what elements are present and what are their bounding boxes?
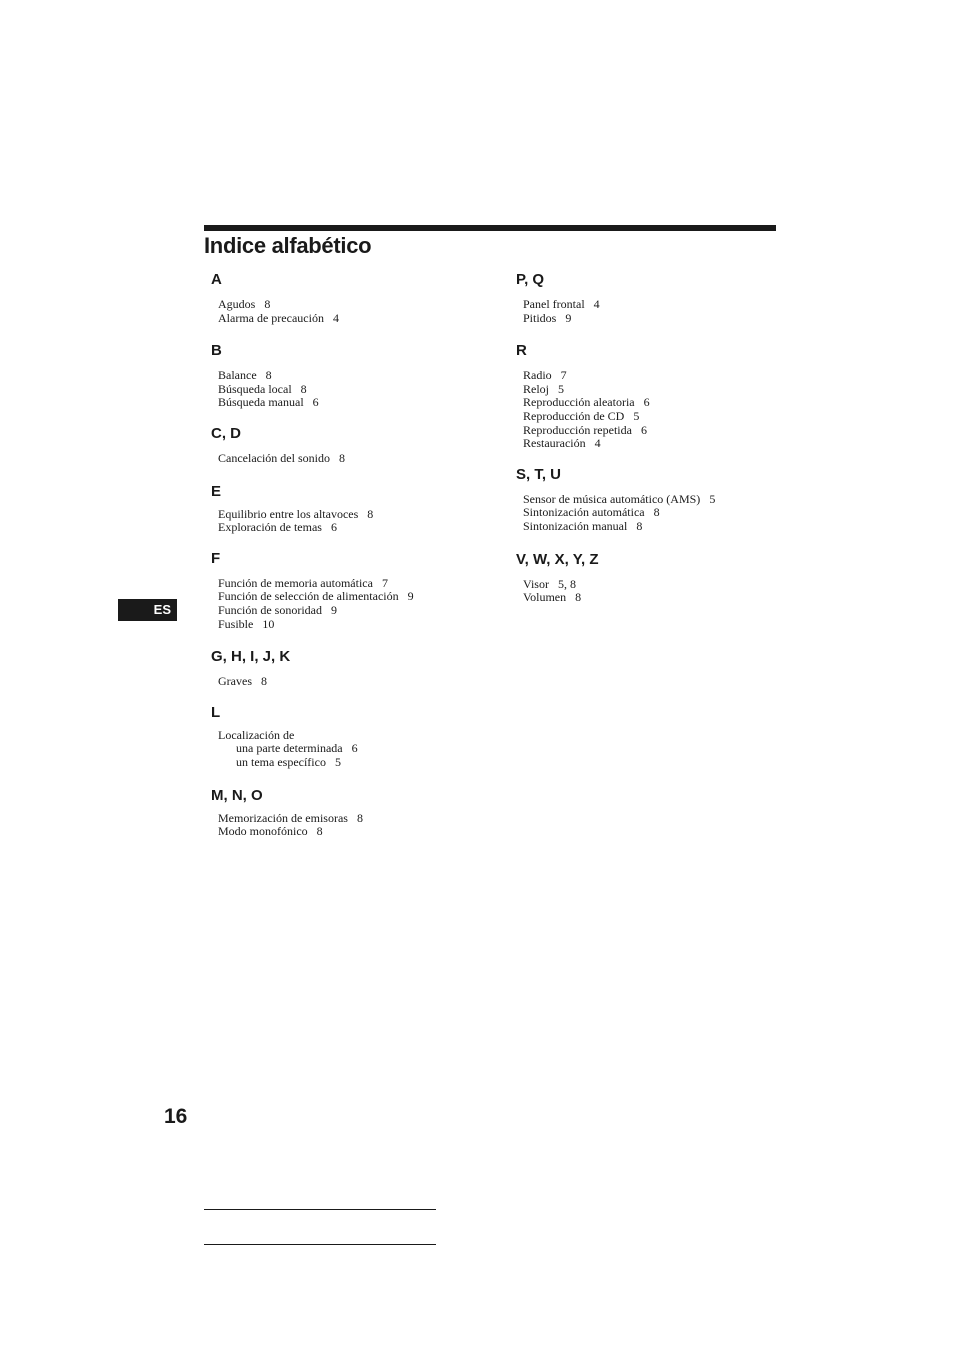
entry-page: 9 xyxy=(331,602,337,617)
index-section-cd xyxy=(211,424,491,466)
entry-term: Reproducción de CD xyxy=(523,408,625,423)
entry-page: 10 xyxy=(262,616,275,631)
entry-term: Exploración de temas xyxy=(218,520,322,535)
entry-page: 8 xyxy=(264,297,271,311)
entry-page: 8 xyxy=(316,824,323,839)
index-entry xyxy=(218,396,491,410)
entry-term: Fusible xyxy=(218,616,254,631)
index-subentry xyxy=(218,742,491,756)
entry-term: Alarma de precaución xyxy=(218,310,324,325)
entry-term: Reproducción repetida xyxy=(523,422,632,437)
entry-term: Modo monofónico xyxy=(218,824,308,839)
page-number: 16 xyxy=(164,1105,188,1128)
index-entry xyxy=(523,591,796,605)
entry-page: 5 xyxy=(633,408,640,423)
index-section-r xyxy=(516,341,796,451)
entry-page: 8 xyxy=(367,506,374,521)
index-section-stu xyxy=(516,465,796,534)
entry-page: 4 xyxy=(332,310,339,325)
entry-term: Sintonización manual xyxy=(523,518,628,533)
entry-term: Restauración xyxy=(523,436,586,451)
entry-term: Localización de xyxy=(218,727,295,742)
index-entry xyxy=(218,618,491,632)
page-title: Indice alfabético xyxy=(204,233,372,258)
index-entry xyxy=(523,396,796,410)
index-section-vwxyz xyxy=(516,550,796,605)
entry-page: 7 xyxy=(560,368,567,383)
index-entry xyxy=(523,506,796,520)
index-entry xyxy=(218,812,491,826)
entry-page: 8 xyxy=(653,505,660,520)
section-heading: A xyxy=(211,271,222,288)
entry-page: 8 xyxy=(575,590,582,605)
entry-term: Memorización de emisoras xyxy=(218,810,348,825)
index-entry xyxy=(523,298,796,312)
entry-page: 6 xyxy=(351,741,358,756)
index-entry xyxy=(218,675,491,689)
index-section-e xyxy=(211,482,491,535)
entry-term: Graves xyxy=(218,674,252,689)
index-entry xyxy=(218,312,491,326)
entry-page: 4 xyxy=(594,436,601,451)
entry-page: 8 xyxy=(260,674,267,689)
entry-term: Búsqueda manual xyxy=(218,395,304,410)
title-rule xyxy=(204,225,776,231)
section-heading: S, T, U xyxy=(516,465,562,483)
index-entry xyxy=(218,383,491,397)
entry-term: Sensor de música automático (AMS) xyxy=(523,491,701,506)
section-heading: M, N, O xyxy=(211,786,263,804)
index-entry xyxy=(218,452,491,466)
index-entry xyxy=(218,604,491,618)
index-subentry xyxy=(218,756,491,770)
entry-term: un tema específico xyxy=(236,754,326,769)
entry-term: Radio xyxy=(523,368,552,383)
index-entry xyxy=(523,312,796,326)
entry-term: Agudos xyxy=(218,297,256,311)
section-heading: L xyxy=(211,703,221,721)
footer-rule-bottom xyxy=(204,1244,436,1245)
entry-term: una parte determinada xyxy=(236,741,343,756)
section-heading: F xyxy=(211,549,221,567)
entry-page: 6 xyxy=(312,395,319,410)
entry-page: 8 xyxy=(636,518,643,533)
entry-term: Función de memoria automática xyxy=(218,575,373,590)
entry-page: 5 xyxy=(709,491,716,506)
index-entry xyxy=(218,298,491,312)
entry-term: Visor xyxy=(523,576,549,591)
index-entry xyxy=(523,493,796,507)
index-entry xyxy=(218,729,491,743)
entry-term: Sintonización automática xyxy=(523,505,645,520)
index-entry xyxy=(218,508,491,522)
entry-term: Balance xyxy=(218,368,257,383)
section-heading: P, Q xyxy=(516,271,545,288)
index-section-l xyxy=(211,703,491,770)
index-section-b xyxy=(211,341,491,410)
index-entry xyxy=(218,577,491,591)
section-heading: C, D xyxy=(211,424,241,442)
entry-page: 8 xyxy=(356,810,363,825)
index-section-pq xyxy=(516,270,796,325)
entry-page: 9 xyxy=(565,310,572,325)
entry-term: Reloj xyxy=(523,381,549,396)
index-entry xyxy=(218,369,491,383)
section-heading: V, W, X, Y, Z xyxy=(516,550,599,568)
entry-page: 5 xyxy=(334,754,341,769)
section-heading: B xyxy=(211,342,222,360)
index-section-ghijk xyxy=(211,647,491,689)
section-heading: E xyxy=(211,482,222,500)
index-entry xyxy=(523,410,796,424)
entry-page: 7 xyxy=(381,575,388,590)
index-entry xyxy=(523,424,796,438)
entry-term: Búsqueda local xyxy=(218,381,292,396)
index-entry xyxy=(523,369,796,383)
index-section-mno xyxy=(211,786,491,839)
entry-page: 8 xyxy=(265,368,272,383)
section-heading: R xyxy=(516,342,527,360)
entry-term: Panel frontal xyxy=(523,297,585,311)
entry-page: 8 xyxy=(300,381,307,396)
entry-term: Función de selección de alimentación xyxy=(218,589,399,604)
entry-page: 9 xyxy=(407,589,414,604)
index-entry xyxy=(218,825,491,839)
entry-term: Cancelación del sonido xyxy=(218,450,330,465)
entry-page: 5 xyxy=(558,381,564,396)
index-entry xyxy=(523,520,796,534)
index-column-right xyxy=(516,270,796,605)
index-entry xyxy=(218,521,491,535)
index-section-a xyxy=(211,270,491,325)
footer-rule-top xyxy=(204,1209,436,1210)
index-entry xyxy=(523,578,796,592)
entry-page: 6 xyxy=(640,422,647,437)
index-column-left xyxy=(211,270,491,839)
index-entry xyxy=(523,383,796,397)
index-entry xyxy=(523,437,796,451)
index-section-f xyxy=(211,549,491,631)
entry-page: 5, 8 xyxy=(557,576,576,591)
entry-page: 4 xyxy=(593,297,600,311)
entry-term: Reproducción aleatoria xyxy=(523,395,635,410)
section-heading: G, H, I, J, K xyxy=(211,648,291,666)
index-entry xyxy=(218,590,491,604)
entry-term: Función de sonoridad xyxy=(218,602,322,617)
entry-term: Equilibrio entre los altavoces xyxy=(218,506,359,521)
entry-term: Pitidos xyxy=(523,310,557,325)
language-tab: ES xyxy=(118,599,177,621)
entry-page: 8 xyxy=(338,450,345,465)
entry-page: 6 xyxy=(643,395,650,410)
entry-page: 6 xyxy=(330,520,337,535)
entry-term: Volumen xyxy=(523,590,567,605)
